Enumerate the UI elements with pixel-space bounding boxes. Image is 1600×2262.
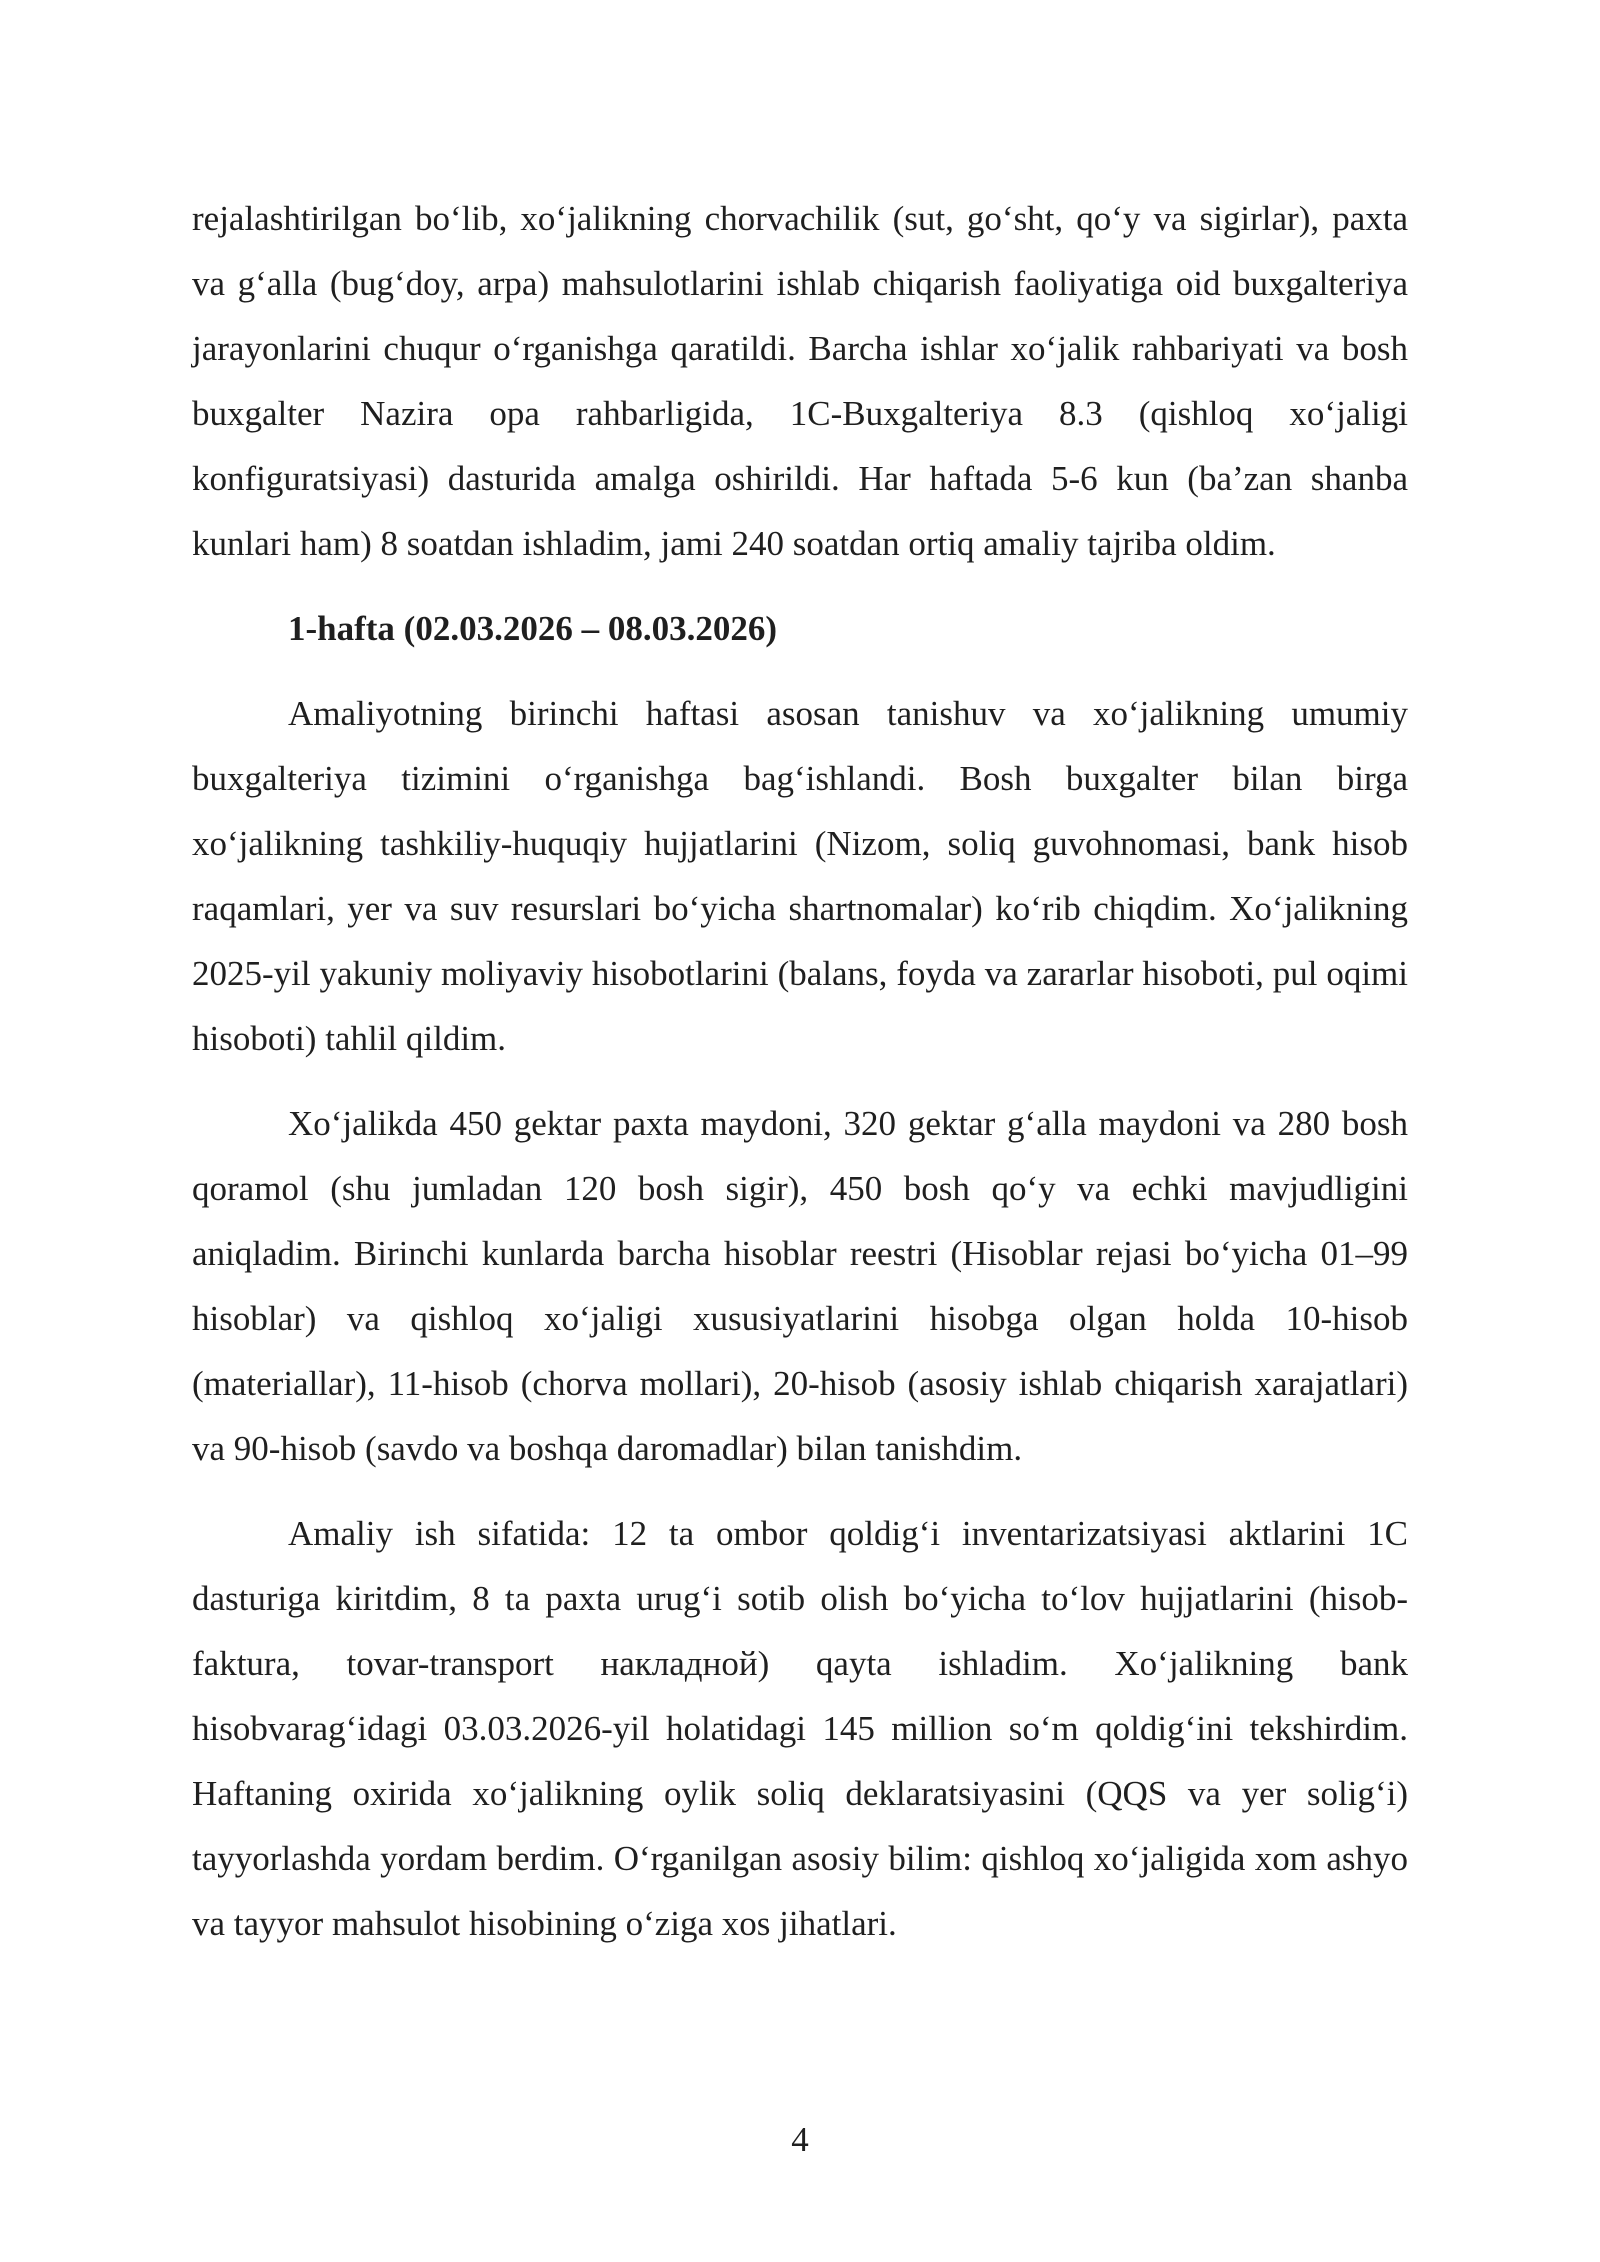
week1-paragraph-3: Amaliy ish sifatida: 12 ta ombor qoldig‘i inventarizatsiyasi aktlarini 1C dasturiga kiritdim, 8 ta paxta urug‘i sotib olish bo‘yicha to‘lov hujjatlarini (hisob-faktura, tovar-transport накладной) qayta ishladim. Xo‘jalikning bank hisobvarag‘idagi 03.03.2026-yil holatidagi 145 million so‘m qoldig‘ini tekshirdim. Haftaning oxirida xo‘jalikning oylik soliq deklaratsiyasini (QQS va yer solig‘i) tayyorlashda yordam berdim. O‘rganilgan asosiy bilim: qishloq xo‘jaligida xom ashyo va tayyor mahsulot hisobining o‘ziga xos jihatlari.	[192, 1514, 1408, 1943]
week1-paragraph-1: Amaliyotning birinchi haftasi asosan tanishuv va xo‘jalikning umumiy buxgalteriya tizimini o‘rganishga bag‘ishlandi. Bosh buxgalter bilan birga xo‘jalikning tashkiliy-huquqiy hujjatlarini (Nizom, soliq guvohnomasi, bank hisob raqamlari, yer va suv resurslari bo‘yicha shartnomalar) ko‘rib chiqdim. Xo‘jalikning 2025-yil yakuniy moliyaviy hisobotlarini (balans, foyda va zararlar hisoboti, pul oqimi hisoboti) tahlil qildim.	[192, 694, 1408, 1058]
intro-paragraph: rejalashtirilgan bo‘lib, xo‘jalikning chorvachilik (sut, go‘sht, qo‘y va sigirlar), paxta va g‘alla (bug‘doy, arpa) mahsulotlarini ishlab chiqarish faoliyatiga oid buxgalteriya jarayonlarini chuqur o‘rganishga qaratildi. Barcha ishlar xo‘jalik rahbariyati va bosh buxgalter Nazira opa rahbarligida, 1C-Buxgalteriya 8.3 (qishloq xo‘jaligi konfiguratsiyasi) dasturida amalga oshirildi. Har haftada 5-6 kun (ba’zan shanba kunlari ham) 8 soatdan ishladim, jami 240 soatdan ortiq amaliy tajriba oldim.	[192, 199, 1408, 563]
page-body	[192, 186, 1408, 1956]
week-heading: 1-hafta (02.03.2026 – 08.03.2026)	[288, 609, 777, 648]
week1-paragraph-2: Xo‘jalikda 450 gektar paxta maydoni, 320 gektar g‘alla maydoni va 280 bosh qoramol (shu jumladan 120 bosh sigir), 450 bosh qo‘y va echki mavjudligini aniqladim. Birinchi kunlarda barcha hisoblar reestri (Hisoblar rejasi bo‘yicha 01–99 hisoblar) va qishloq xo‘jaligi xususiyatlarini hisobga olgan holda 10-hisob (materiallar), 11-hisob (chorva mollari), 20-hisob (asosiy ishlab chiqarish xarajatlari) va 90-hisob (savdo va boshqa daromadlar) bilan tanishdim.	[192, 1104, 1408, 1468]
page-number: 4	[791, 2120, 809, 2159]
